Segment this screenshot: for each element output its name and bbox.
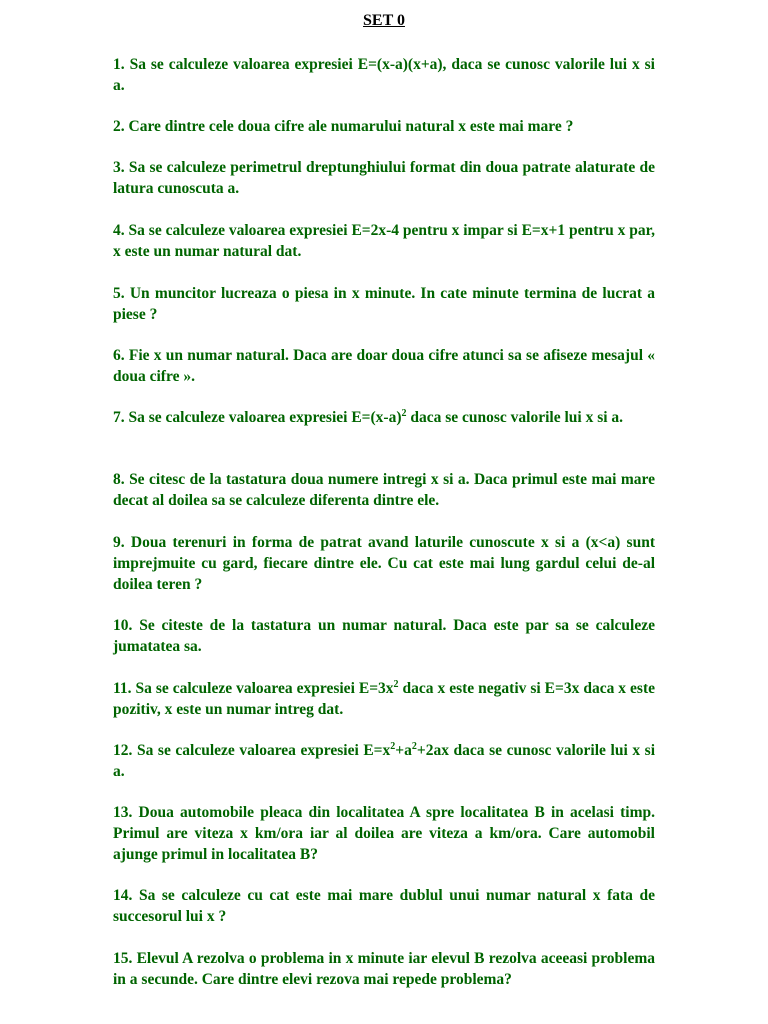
problem-12-exponent-x: 2: [390, 741, 396, 752]
problem-7-exponent: 2: [401, 408, 407, 419]
problem-1: [113, 54, 655, 96]
problem-5-text: 5. Un muncitor lucreaza o piesa in x minute. In cate minute termina de lucrat a piese ?: [113, 285, 655, 323]
problem-15: [113, 948, 655, 990]
problem-7-text-b: daca se cunosc valorile lui x si a.: [406, 409, 624, 426]
problem-2-text: 2. Care dintre cele doua cifre ale numarului natural x este mai mare ?: [113, 118, 574, 135]
problem-15-text: 15. Elevul A rezolva o problema in x minute iar elevul B rezolva aceeasi problema in a secunde. Care dintre elevi rezova mai repede problema?: [113, 950, 655, 988]
problem-13: [113, 802, 655, 865]
problem-7-text-a: 7. Sa se calculeze valoarea expresiei E=(x-a): [113, 409, 402, 426]
problem-7: [113, 407, 655, 428]
problem-12: [113, 740, 655, 782]
problem-9: [113, 532, 655, 595]
page-title-text: SET 0: [363, 12, 405, 29]
problem-2: [113, 116, 655, 137]
problem-4-text: 4. Sa se calculeze valoarea expresiei E=2x-4 pentru x impar si E=x+1 pentru x par, x este un numar natural dat.: [113, 222, 655, 260]
problem-10-text: 10. Se citeste de la tastatura un numar natural. Daca este par sa se calculeze jumatatea sa.: [113, 617, 655, 655]
problem-6: [113, 345, 655, 387]
problem-11-text-a: 11. Sa se calculeze valoarea expresiei E=3x: [113, 680, 394, 697]
problem-4: [113, 220, 655, 262]
problem-10: [113, 615, 655, 657]
problem-12-text-b: +a: [395, 742, 412, 759]
problem-11-text-b: daca x este negativ si E=3x daca x este pozitiv, x este un numar intreg dat.: [113, 680, 655, 718]
problem-6-text: 6. Fie x un numar natural. Daca are doar doua cifre atunci sa se afiseze mesajul « doua cifre ».: [113, 347, 655, 385]
problem-3: [113, 157, 655, 199]
problem-13-text: 13. Doua automobile pleaca din localitatea A spre localitatea B in acelasi timp. Primul are viteza x km/ora iar al doilea are viteza a km/ora. Care automobil ajunge primul in localitatea B?: [113, 804, 655, 863]
page-title: [0, 12, 768, 30]
problem-14-text: 14. Sa se calculeze cu cat este mai mare dublul unui numar natural x fata de succesorul lui x ?: [113, 887, 655, 925]
problem-11-exponent: 2: [393, 679, 399, 690]
problem-5: [113, 283, 655, 325]
problem-12-text-a: 12. Sa se calculeze valoarea expresiei E=x: [113, 742, 391, 759]
problem-8: [113, 469, 655, 511]
problem-14: [113, 885, 655, 927]
problem-12-text-c: +2ax daca se cunosc valorile lui x si a.: [113, 742, 656, 780]
problem-12-exponent-a: 2: [411, 741, 417, 752]
problem-8-text: 8. Se citesc de la tastatura doua numere intregi x si a. Daca primul este mai mare decat al doilea sa se calculeze diferenta dintre ele.: [113, 471, 655, 509]
problem-3-text: 3. Sa se calculeze perimetrul dreptunghiului format din doua patrate alaturate de latura cunoscuta a.: [113, 159, 655, 197]
problem-11: [113, 678, 655, 720]
problem-9-text: 9. Doua terenuri in forma de patrat avand laturile cunoscute x si a (x<a) sunt imprejmuite cu gard, fiecare dintre ele. Cu cat este mai lung gardul celui de-al doilea teren ?: [113, 534, 655, 593]
problem-1-text: 1. Sa se calculeze valoarea expresiei E=(x-a)(x+a), daca se cunosc valorile lui x si a.: [113, 56, 655, 94]
